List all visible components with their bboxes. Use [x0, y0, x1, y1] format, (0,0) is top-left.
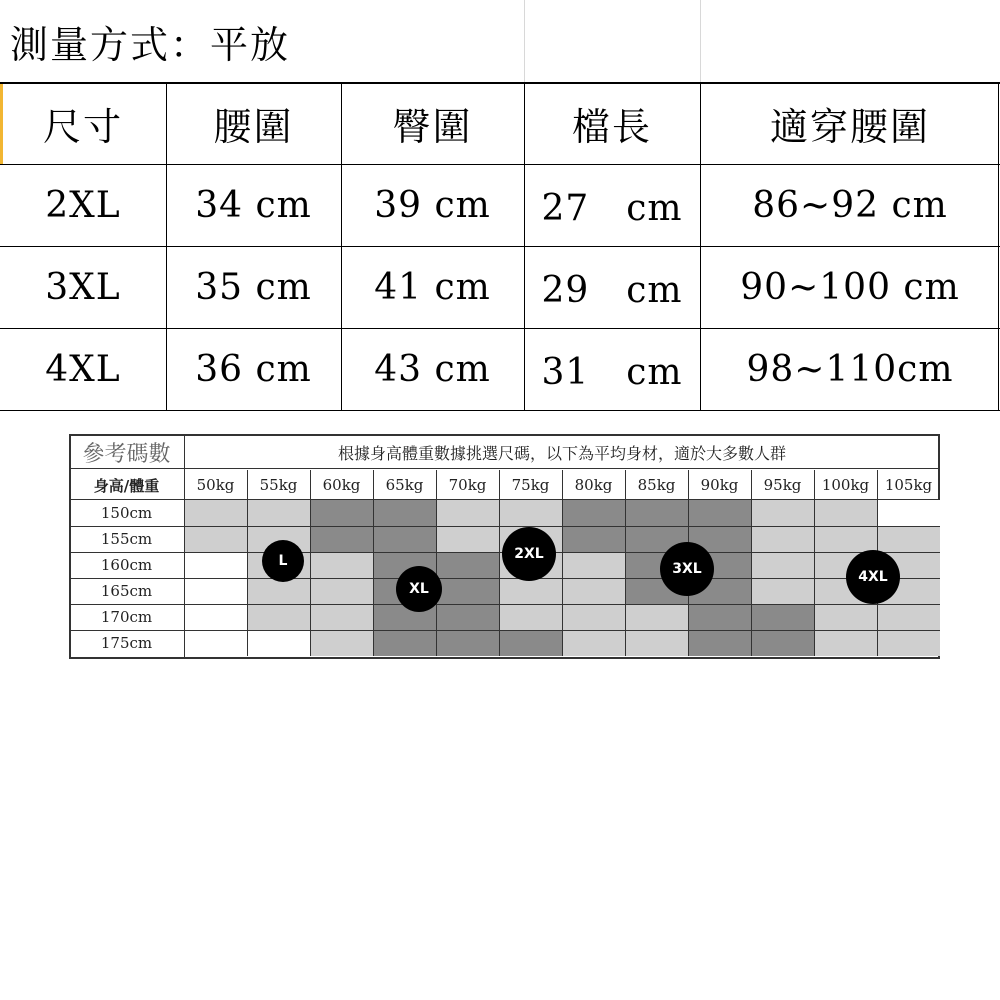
shade-cell	[373, 630, 436, 656]
weight-label: 100kg	[821, 476, 870, 494]
header-hip: 臀圍	[392, 104, 473, 149]
shade-cell	[562, 552, 625, 578]
shade-cell	[688, 604, 751, 630]
col-line	[524, 82, 525, 411]
weight-label: 80kg	[574, 476, 613, 494]
shade-cell	[814, 604, 877, 630]
weight-label: 50kg	[196, 476, 235, 494]
shade-cell	[814, 500, 877, 526]
badge-3xl: 3XL	[660, 542, 714, 596]
reference-axis-label: 身高/體重	[93, 476, 160, 495]
grid-line	[69, 604, 940, 605]
grid-line	[373, 470, 374, 656]
weight-label: 70kg	[448, 476, 487, 494]
shade-cell	[751, 604, 814, 630]
shade-cell	[247, 630, 310, 656]
header-fit-waist: 適穿腰圍	[769, 104, 930, 149]
shade-cell	[310, 578, 373, 604]
height-label: 160cm	[100, 556, 153, 574]
shade-cell	[562, 526, 625, 552]
grid-line	[247, 470, 248, 656]
row-line	[0, 410, 1000, 411]
shade-cell	[310, 526, 373, 552]
shade-cell	[814, 630, 877, 656]
shade-cell	[499, 604, 562, 630]
height-label: 155cm	[100, 530, 153, 548]
title-divider	[700, 0, 701, 82]
shade-cell	[184, 578, 247, 604]
grid-line	[814, 470, 815, 656]
row-2xl-hip: 39 cm	[374, 184, 491, 226]
row-3xl-size: 3XL	[45, 266, 121, 308]
grid-line	[69, 526, 940, 527]
measurement-table	[0, 0, 1000, 412]
shade-cell	[688, 630, 751, 656]
grid-line	[562, 470, 563, 656]
shade-cell	[499, 500, 562, 526]
row-4xl-size: 4XL	[45, 348, 121, 390]
shade-cell	[751, 500, 814, 526]
weight-label: 95kg	[763, 476, 802, 494]
height-label: 165cm	[100, 582, 153, 600]
weight-label: 105kg	[884, 476, 933, 494]
badge-l: L	[262, 540, 304, 582]
weight-label: 90kg	[700, 476, 739, 494]
row-2xl-rise: 27 cm	[541, 187, 683, 229]
shade-cell	[562, 500, 625, 526]
shade-cell	[184, 500, 247, 526]
shade-cell	[310, 500, 373, 526]
grid-line	[69, 468, 940, 469]
row-line	[0, 246, 1000, 247]
row-4xl-fit-waist: 98~110cm	[746, 348, 954, 390]
header-waist: 腰圍	[213, 104, 294, 149]
shade-cell	[247, 500, 310, 526]
shade-cell	[310, 552, 373, 578]
row-3xl-rise: 29 cm	[541, 269, 683, 311]
shade-cell	[373, 500, 436, 526]
row-2xl-size: 2XL	[45, 184, 121, 226]
shade-cell	[751, 552, 814, 578]
reference-corner-title: 參考碼數	[82, 441, 171, 467]
shade-cell	[184, 552, 247, 578]
shade-cell	[436, 500, 499, 526]
grid-line	[310, 470, 311, 656]
weight-label: 75kg	[511, 476, 550, 494]
shade-cell	[247, 604, 310, 630]
row-3xl-fit-waist: 90~100 cm	[740, 266, 960, 308]
title-divider	[524, 0, 525, 82]
shade-cell	[625, 604, 688, 630]
shade-cell	[877, 500, 940, 526]
grid-line	[499, 470, 500, 656]
shade-cell	[562, 604, 625, 630]
shade-cell	[877, 630, 940, 656]
grid-line	[69, 578, 940, 579]
row-4xl-rise: 31 cm	[541, 351, 683, 393]
shade-cell	[247, 578, 310, 604]
row-line	[0, 82, 1000, 84]
grid-line	[436, 470, 437, 656]
shade-cell	[625, 500, 688, 526]
shade-cell	[688, 500, 751, 526]
shade-cell	[751, 526, 814, 552]
row-2xl-fit-waist: 86~92 cm	[752, 184, 948, 226]
shade-cell	[436, 578, 499, 604]
shade-cell	[625, 630, 688, 656]
header-rise: 檔長	[571, 104, 652, 149]
grid-line	[184, 436, 185, 658]
shade-cell	[184, 604, 247, 630]
shade-cell	[436, 604, 499, 630]
row-4xl-hip: 43 cm	[374, 348, 491, 390]
col-line	[166, 82, 167, 411]
accent-bar	[0, 84, 3, 164]
shade-cell	[751, 630, 814, 656]
col-line	[700, 82, 701, 411]
shade-cell	[436, 630, 499, 656]
header-size: 尺寸	[42, 104, 123, 149]
shade-cell	[310, 630, 373, 656]
shade-cell	[184, 630, 247, 656]
shade-cell	[373, 526, 436, 552]
row-3xl-waist: 35 cm	[195, 266, 312, 308]
badge-xl: XL	[396, 566, 442, 612]
shade-cell	[499, 630, 562, 656]
weight-label: 85kg	[637, 476, 676, 494]
height-label: 150cm	[100, 504, 153, 522]
shade-cell	[310, 604, 373, 630]
row-3xl-hip: 41 cm	[374, 266, 491, 308]
weight-label: 60kg	[322, 476, 361, 494]
shade-cell	[751, 578, 814, 604]
col-line	[341, 82, 342, 411]
shade-cell	[436, 526, 499, 552]
grid-line	[69, 499, 940, 500]
shade-cell	[562, 578, 625, 604]
grid-line	[751, 470, 752, 656]
weight-label: 65kg	[385, 476, 424, 494]
height-label: 170cm	[100, 608, 153, 626]
row-2xl-waist: 34 cm	[195, 184, 312, 226]
shade-cell	[184, 526, 247, 552]
row-4xl-waist: 36 cm	[195, 348, 312, 390]
shade-cell	[877, 526, 940, 552]
shade-cell	[877, 604, 940, 630]
row-line	[0, 164, 1000, 165]
badge-4xl: 4XL	[846, 550, 900, 604]
reference-subtitle: 根據身高體重數據挑選尺碼，以下為平均身材，適於大多數人群	[337, 443, 786, 463]
height-label: 175cm	[100, 634, 153, 652]
weight-label: 55kg	[259, 476, 298, 494]
shade-cell	[814, 526, 877, 552]
col-line	[998, 82, 999, 411]
shade-cell	[436, 552, 499, 578]
row-line	[0, 328, 1000, 329]
grid-line	[625, 470, 626, 656]
measurement-title: 測量方式：平放	[10, 22, 291, 67]
grid-line	[69, 630, 940, 631]
badge-2xl: 2XL	[502, 527, 556, 581]
shade-cell	[499, 578, 562, 604]
shade-cell	[562, 630, 625, 656]
